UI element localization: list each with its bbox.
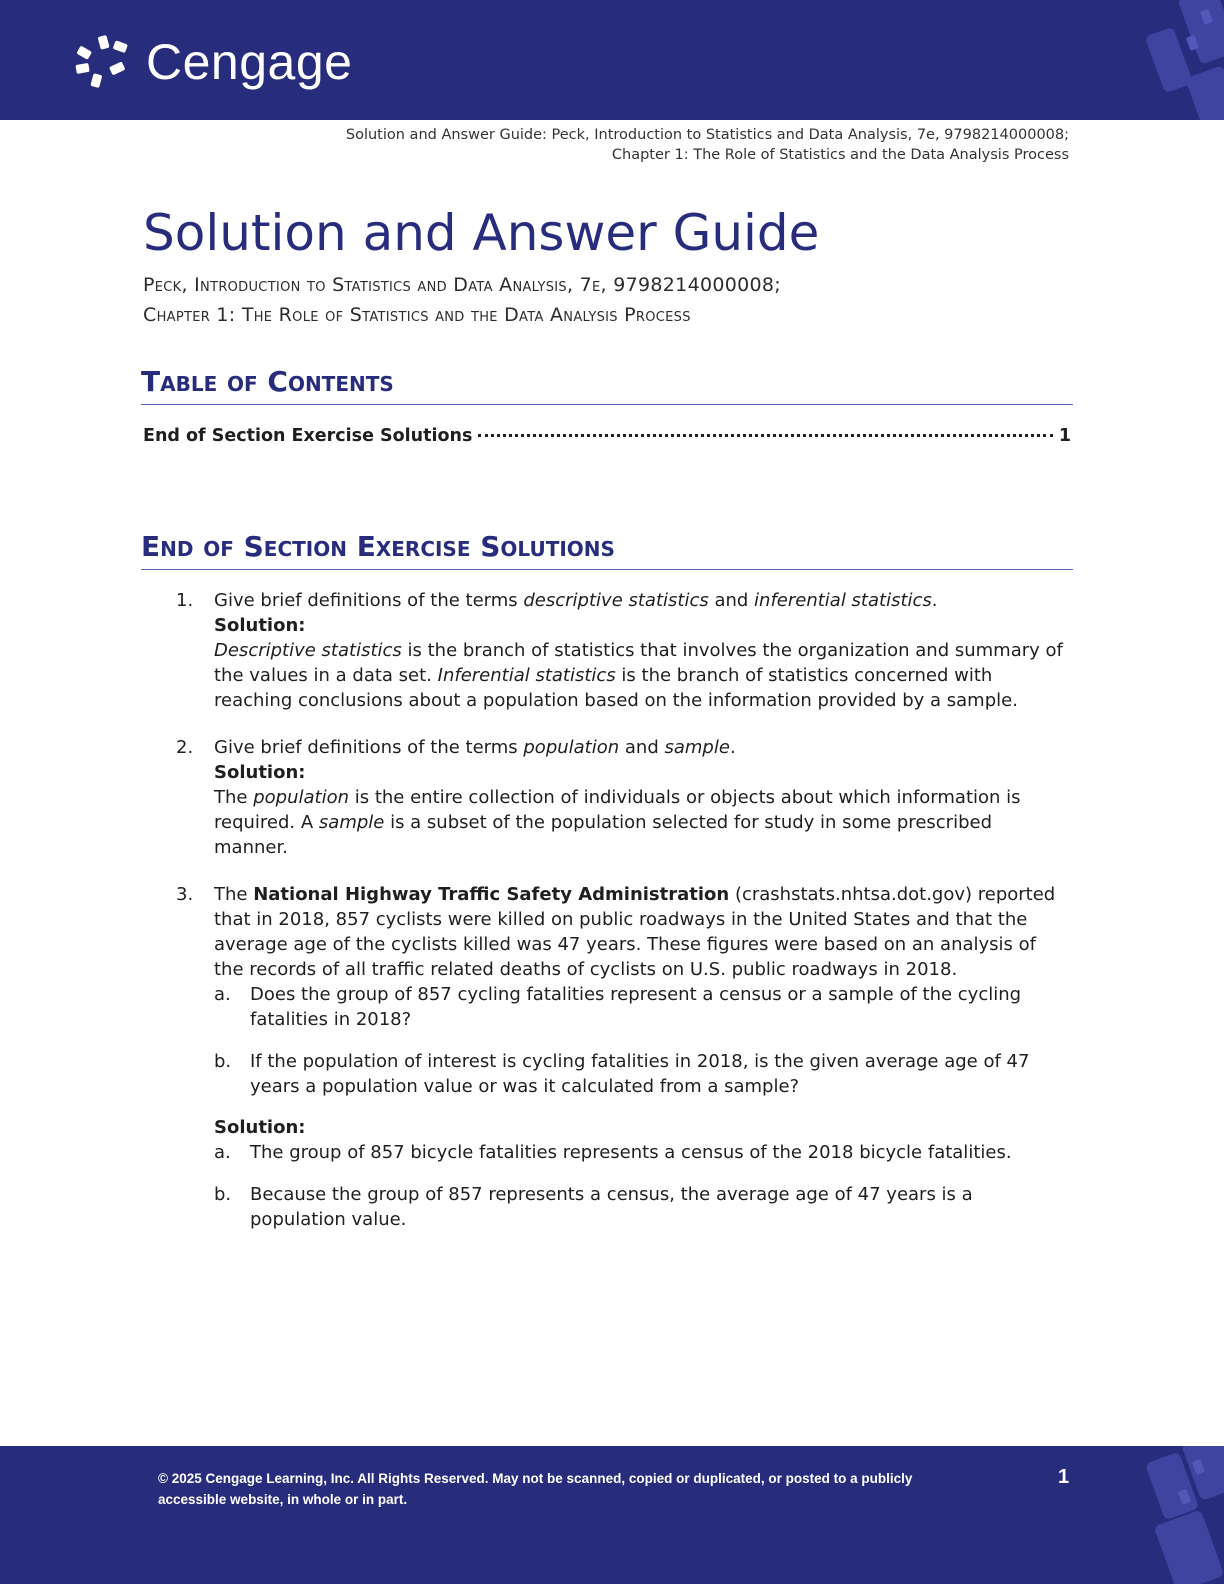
cengage-logo: [74, 34, 352, 90]
toc-leader-dots: [478, 434, 1052, 437]
page-number: 1: [1058, 1466, 1070, 1488]
exercise-3: [176, 882, 1066, 1232]
exercise-question: Give brief definitions of the terms descriptive statistics and inferential statistics.: [214, 590, 938, 611]
answer-part-b: b. Because the group of 857 represents a census, the average age of 47 years is a population value.: [214, 1184, 973, 1230]
document-title: Solution and Answer Guide: [143, 204, 820, 262]
running-head-line2: Chapter 1: The Role of Statistics and the Data Analysis Process: [611, 147, 1069, 163]
exercise-number: 1.: [176, 590, 194, 611]
running-head: [346, 125, 1069, 165]
copyright-notice: © 2025 Cengage Learning, Inc. All Rights Reserved. May not be scanned, copied or duplicated, or posted to a publicly accessible website, in whole or in part.: [158, 1471, 913, 1507]
footer-banner: [0, 1446, 1224, 1584]
solution-label: Solution:: [214, 762, 306, 783]
exercise-list: [176, 588, 1066, 1232]
running-head-line1: Solution and Answer Guide: Peck, Introduction to Statistics and Data Analysis, 7e, 9798214000008;: [345, 127, 1069, 143]
exercise-question: Give brief definitions of the terms population and sample.: [214, 737, 736, 758]
solution-label: Solution:: [214, 1117, 306, 1138]
exercise-2: [176, 735, 1066, 860]
toc-entry-label: End of Section Exercise Solutions: [143, 426, 473, 446]
exercise-question: The National Highway Traffic Safety Administration (crashstats.nhtsa.dot.gov) reported that in 2018, 857 cyclists were killed on public roadways in the United States and that the average age of the cyclists killed was 47 years. These figures were based on an analysis of the records of all traffic related deaths of cyclists on U.S. public roadways in 2018.: [214, 884, 1056, 980]
toc-entry-page: 1: [1058, 426, 1071, 446]
logo-text: Cengage: [146, 34, 353, 90]
subtitle-line2: Chapter 1: The Role of Statistics and the Data Analysis Process: [143, 304, 691, 326]
exercise-number: 3.: [176, 884, 194, 905]
header-banner: [0, 0, 1224, 120]
solution-text: The population is the entire collection of individuals or objects about which information is required. A sample is a subset of the population selected for study in some prescribed manner.: [214, 787, 1021, 858]
toc-entry[interactable]: [143, 426, 1071, 446]
answer-part-a: a. The group of 857 bicycle fatalities represents a census of the 2018 bicycle fatalities.: [214, 1142, 1012, 1163]
exercise-number: 2.: [176, 737, 194, 758]
document-subtitle: [143, 270, 781, 330]
decorative-pattern: [1134, 1446, 1224, 1584]
section-heading: End of Section Exercise Solutions: [141, 527, 1073, 570]
solution-label: Solution:: [214, 615, 306, 636]
question-part-a: a. Does the group of 857 cycling fatalities represent a census or a sample of the cycling fatalities in 2018?: [214, 984, 1022, 1030]
exercise-1: [176, 588, 1066, 713]
solution-text: Descriptive statistics is the branch of statistics that involves the organization and summary of the values in a data set. Inferential statistics is the branch of statistics concerned with reaching conclusions about a population based on the information provided by a sample.: [214, 640, 1063, 711]
decorative-pattern: [1144, 0, 1224, 120]
toc-heading: Table of Contents: [141, 362, 1073, 405]
subtitle-line1: Peck, Introduction to Statistics and Data Analysis, 7e, 9798214000008;: [143, 274, 781, 296]
cengage-logo-icon: [74, 34, 134, 90]
question-part-b: b. If the population of interest is cycling fatalities in 2018, is the given average age of 47 years a population value or was it calculated from a sample?: [214, 1051, 1030, 1097]
